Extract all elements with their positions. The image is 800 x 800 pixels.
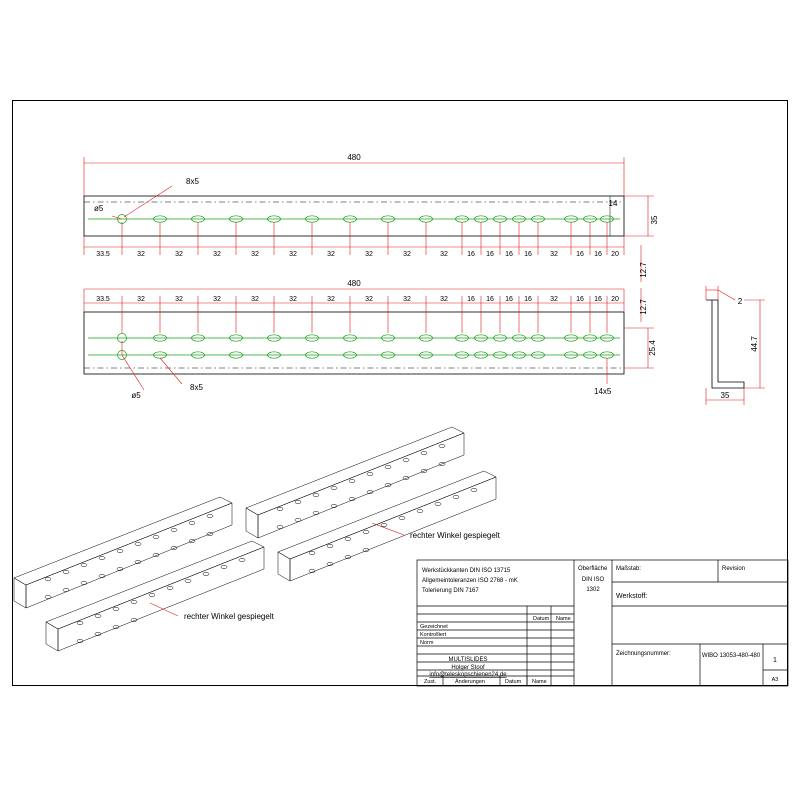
row-label-norm: Norm	[420, 640, 434, 646]
section-leg-short-dim: 35	[720, 391, 730, 400]
svg-text:32: 32	[213, 296, 221, 303]
svg-text:32: 32	[213, 251, 221, 258]
person-name: Holger Stoof	[451, 665, 485, 671]
svg-text:32: 32	[403, 296, 411, 303]
top-height-dim: 35	[650, 215, 659, 225]
top-edge-label: 14	[608, 199, 618, 208]
section-leg-long-dim: 44.7	[750, 336, 759, 352]
iso-rail-3	[14, 497, 232, 608]
svg-text:32: 32	[327, 251, 335, 258]
svg-text:20: 20	[611, 296, 619, 303]
svg-text:16: 16	[594, 296, 602, 303]
row-label-kontrolliert: Kontrolliert	[420, 632, 447, 638]
bottom-hole-spec: 8x5	[190, 383, 203, 392]
surface-label: Oberfläche	[578, 566, 608, 572]
row-label-gezeichnet: Gezeichnet	[420, 624, 448, 630]
material-label: Werkstoff:	[616, 593, 648, 600]
footer-datum: Datum	[505, 679, 522, 685]
svg-text:16: 16	[486, 296, 494, 303]
bottom-height-dim: 25.4	[648, 340, 657, 356]
section-thickness-dim: 2	[737, 297, 743, 306]
iso-note-1: rechter Winkel gespiegelt	[410, 531, 500, 540]
top-hole-spec: 8x5	[186, 177, 199, 186]
bottom-dim-chain	[84, 289, 624, 333]
svg-text:16: 16	[467, 296, 475, 303]
bottom-dim-values	[96, 296, 619, 303]
sheet-format: A3	[771, 677, 779, 683]
svg-text:16: 16	[486, 251, 494, 258]
bottom-view	[84, 279, 657, 400]
top-diameter-label: ø5	[94, 204, 104, 213]
top-total-dim: 480	[347, 153, 361, 162]
svg-text:32: 32	[365, 296, 373, 303]
iso-note-2: rechter Winkel gespiegelt	[184, 612, 274, 621]
iso-rail-4	[46, 541, 264, 651]
standard-line-1: Werkstückkanten DIN ISO 13715	[422, 568, 511, 574]
sheet-number: 1	[773, 657, 777, 664]
bottom-view-holes	[118, 334, 614, 360]
iso-rail-2	[278, 471, 496, 581]
svg-text:33.5: 33.5	[96, 296, 110, 303]
company-name: MULTISLIDES	[448, 657, 488, 663]
bottom-total-dim: 480	[347, 279, 361, 288]
svg-text:32: 32	[327, 296, 335, 303]
svg-text:32: 32	[365, 251, 373, 258]
standard-line-2: Allgemeintoleranzen ISO 2768 - mK	[422, 578, 518, 584]
svg-text:20: 20	[611, 251, 619, 258]
svg-text:32: 32	[251, 251, 259, 258]
svg-text:32: 32	[175, 296, 183, 303]
surface-value-1: DIN ISO	[581, 577, 605, 583]
drawing-number-label: Zeichnungsnummer:	[616, 651, 671, 657]
footer-name: Name	[532, 679, 547, 685]
svg-text:32: 32	[251, 296, 259, 303]
top-depth-dim: 12.7	[639, 262, 648, 278]
svg-text:32: 32	[440, 251, 448, 258]
svg-text:16: 16	[594, 251, 602, 258]
svg-text:32: 32	[137, 296, 145, 303]
top-view	[84, 153, 659, 282]
svg-text:16: 16	[505, 296, 513, 303]
svg-text:16: 16	[576, 296, 584, 303]
svg-text:33.5: 33.5	[96, 251, 110, 258]
bottom-depth-dim: 12.7	[639, 299, 648, 315]
svg-text:32: 32	[550, 251, 558, 258]
svg-text:32: 32	[440, 296, 448, 303]
svg-text:16: 16	[524, 296, 532, 303]
contact-email: info@teleskopschienen24.de	[429, 672, 507, 678]
drawing-number: WIBO 13053-480-480	[701, 653, 761, 659]
footer-zust: Zust.	[424, 679, 437, 685]
title-block	[417, 560, 788, 686]
top-dim-chain	[84, 222, 624, 255]
svg-text:16: 16	[467, 251, 475, 258]
svg-text:16: 16	[576, 251, 584, 258]
standard-line-3: Tolerierung DIN 7167	[422, 588, 479, 594]
svg-text:32: 32	[137, 251, 145, 258]
bottom-diameter-label: ø5	[131, 391, 141, 400]
surface-value-2: 1302	[586, 587, 600, 593]
svg-text:32: 32	[175, 251, 183, 258]
name-label: Name	[556, 616, 571, 622]
scale-label: Maßstab:	[616, 566, 642, 572]
top-dim-values	[96, 251, 619, 258]
svg-text:32: 32	[403, 251, 411, 258]
section-profile	[706, 286, 765, 405]
svg-text:16: 16	[505, 251, 513, 258]
date-label: Datum	[533, 616, 550, 622]
svg-text:32: 32	[550, 296, 558, 303]
bottom-slot-spec: 14x5	[594, 387, 612, 396]
svg-text:32: 32	[289, 251, 297, 258]
svg-text:16: 16	[524, 251, 532, 258]
iso-rail-1	[246, 427, 464, 538]
revision-label: Revision	[722, 566, 746, 572]
svg-text:32: 32	[289, 296, 297, 303]
footer-aenderungen: Änderungen	[455, 679, 485, 685]
isometric-views	[14, 427, 501, 651]
